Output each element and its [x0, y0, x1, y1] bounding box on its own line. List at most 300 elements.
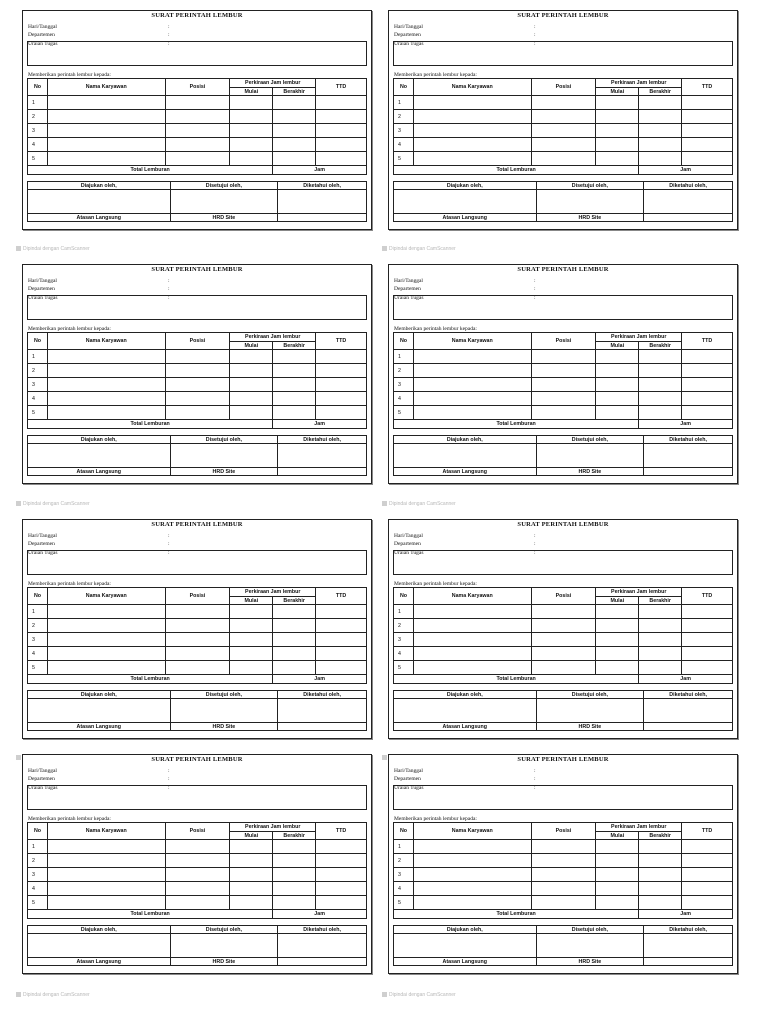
- table-row: [28, 364, 367, 378]
- field-label-uraian-tugas: Uraian Tugas: [394, 785, 424, 791]
- field-label-uraian-tugas: Uraian Tugas: [394, 41, 424, 47]
- row-number: 2: [28, 854, 48, 868]
- header-nama-karyawan: Nama Karyawan: [413, 588, 531, 605]
- employee-table: [27, 587, 367, 684]
- form-title: SURAT PERINTAH LEMBUR: [151, 12, 243, 19]
- total-label: Total Lemburan: [394, 420, 639, 429]
- header-no: No: [394, 588, 414, 605]
- signature-space: [278, 214, 367, 222]
- field-label-uraian-tugas: Uraian Tugas: [28, 785, 58, 791]
- field-label-departemen: Departemen: [28, 541, 55, 547]
- header-mulai: Mulai: [596, 88, 639, 96]
- field-label-uraian-tugas: Uraian Tugas: [28, 41, 58, 47]
- intro-text: Memberikan perintah lembur kepada:: [28, 581, 111, 587]
- field-label-hari-tanggal: Hari/Tanggal: [394, 533, 423, 539]
- row-number: 5: [28, 896, 48, 910]
- intro-text: Memberikan perintah lembur kepada:: [394, 326, 477, 332]
- camscanner-logo-icon: [16, 246, 21, 251]
- signature-table: [27, 925, 367, 966]
- row-number: 1: [28, 605, 48, 619]
- field-label-departemen: Departemen: [394, 776, 421, 782]
- intro-text: Memberikan perintah lembur kepada:: [394, 72, 477, 78]
- field-colon: :: [168, 286, 170, 292]
- disetujui-oleh-label: Disetujui oleh,: [170, 182, 278, 190]
- field-colon: :: [168, 24, 170, 30]
- total-row: [394, 910, 733, 919]
- total-unit: Jam: [273, 166, 367, 175]
- row-number: 3: [28, 124, 48, 138]
- camscanner-watermark: [16, 501, 90, 507]
- row-number: 4: [394, 392, 414, 406]
- diketahui-oleh-label: Diketahui oleh,: [644, 182, 733, 190]
- field-label-hari-tanggal: Hari/Tanggal: [28, 278, 57, 284]
- total-unit: Jam: [639, 420, 733, 429]
- header-no: No: [28, 79, 48, 96]
- table-row: [394, 110, 733, 124]
- table-row: [28, 110, 367, 124]
- total-label: Total Lemburan: [394, 910, 639, 919]
- row-number: 2: [394, 854, 414, 868]
- signature-space: [278, 444, 367, 468]
- table-row: [394, 868, 733, 882]
- overtime-form: [22, 519, 372, 739]
- uraian-tugas-box: [393, 41, 733, 66]
- hrd-site-label: HRD Site: [536, 468, 644, 476]
- form-title: SURAT PERINTAH LEMBUR: [151, 756, 243, 763]
- total-row: [394, 166, 733, 175]
- employee-table: [27, 78, 367, 175]
- table-row: [394, 661, 733, 675]
- row-number: 4: [28, 392, 48, 406]
- atasan-langsung-label: Atasan Langsung: [28, 214, 171, 222]
- table-row: [394, 896, 733, 910]
- overtime-form: [388, 264, 738, 484]
- header-berakhir: Berakhir: [639, 342, 682, 350]
- diketahui-oleh-label: Diketahui oleh,: [644, 436, 733, 444]
- field-label-hari-tanggal: Hari/Tanggal: [394, 768, 423, 774]
- camscanner-watermark: [16, 246, 90, 252]
- signature-space: [394, 934, 537, 958]
- hrd-site-label: HRD Site: [170, 958, 278, 966]
- table-row: [28, 868, 367, 882]
- field-label-hari-tanggal: Hari/Tanggal: [28, 768, 57, 774]
- field-label-uraian-tugas: Uraian Tugas: [28, 550, 58, 556]
- table-row: [394, 605, 733, 619]
- signature-space: [644, 699, 733, 723]
- camscanner-watermark: [382, 246, 456, 252]
- diketahui-oleh-label: Diketahui oleh,: [644, 691, 733, 699]
- employee-table: [27, 822, 367, 919]
- signature-space: [644, 444, 733, 468]
- total-label: Total Lemburan: [28, 910, 273, 919]
- uraian-tugas-box: [393, 295, 733, 320]
- header-perkiraan-jam: Perkiraan Jam lembur: [596, 79, 682, 88]
- header-ttd: TTD: [682, 588, 733, 605]
- field-colon: :: [534, 32, 536, 38]
- hrd-site-label: HRD Site: [170, 468, 278, 476]
- uraian-tugas-box: [27, 785, 367, 810]
- hrd-site-label: HRD Site: [536, 958, 644, 966]
- atasan-langsung-label: Atasan Langsung: [394, 958, 537, 966]
- diketahui-oleh-label: Diketahui oleh,: [278, 182, 367, 190]
- form-title: SURAT PERINTAH LEMBUR: [151, 521, 243, 528]
- overtime-form: [388, 519, 738, 739]
- atasan-langsung-label: Atasan Langsung: [394, 468, 537, 476]
- field-colon: :: [168, 541, 170, 547]
- camscanner-logo-icon: [16, 755, 21, 760]
- diketahui-oleh-label: Diketahui oleh,: [278, 926, 367, 934]
- header-posisi: Posisi: [531, 79, 596, 96]
- header-berakhir: Berakhir: [639, 597, 682, 605]
- camscanner-watermark: [16, 992, 90, 998]
- intro-text: Memberikan perintah lembur kepada:: [28, 326, 111, 332]
- row-number: 2: [394, 110, 414, 124]
- total-label: Total Lemburan: [28, 420, 273, 429]
- table-row: [28, 392, 367, 406]
- field-colon: :: [534, 286, 536, 292]
- row-number: 3: [394, 868, 414, 882]
- disetujui-oleh-label: Disetujui oleh,: [536, 926, 644, 934]
- total-row: [28, 166, 367, 175]
- signature-space: [536, 190, 644, 214]
- table-row: [394, 406, 733, 420]
- header-ttd: TTD: [682, 333, 733, 350]
- total-unit: Jam: [639, 910, 733, 919]
- header-nama-karyawan: Nama Karyawan: [47, 823, 165, 840]
- header-perkiraan-jam: Perkiraan Jam lembur: [596, 823, 682, 832]
- signature-space: [278, 723, 367, 731]
- row-number: 5: [394, 406, 414, 420]
- field-label-hari-tanggal: Hari/Tanggal: [28, 24, 57, 30]
- row-number: 3: [394, 633, 414, 647]
- signature-space: [536, 444, 644, 468]
- header-posisi: Posisi: [165, 333, 230, 350]
- watermark-text: Dipindai dengan CamScanner: [23, 992, 90, 998]
- signature-space: [28, 699, 171, 723]
- field-colon: :: [534, 41, 536, 47]
- total-label: Total Lemburan: [394, 166, 639, 175]
- total-unit: Jam: [273, 675, 367, 684]
- header-perkiraan-jam: Perkiraan Jam lembur: [596, 333, 682, 342]
- field-colon: :: [534, 278, 536, 284]
- total-unit: Jam: [639, 675, 733, 684]
- header-berakhir: Berakhir: [273, 597, 316, 605]
- employee-table: [393, 78, 733, 175]
- field-colon: :: [534, 550, 536, 556]
- row-number: 5: [394, 896, 414, 910]
- table-row: [28, 647, 367, 661]
- field-label-uraian-tugas: Uraian Tugas: [394, 550, 424, 556]
- row-number: 1: [394, 350, 414, 364]
- uraian-tugas-box: [393, 785, 733, 810]
- header-berakhir: Berakhir: [639, 88, 682, 96]
- diajukan-oleh-label: Diajukan oleh,: [28, 182, 171, 190]
- row-number: 1: [394, 96, 414, 110]
- field-label-uraian-tugas: Uraian Tugas: [28, 295, 58, 301]
- signature-space: [278, 934, 367, 958]
- row-number: 1: [28, 840, 48, 854]
- overtime-form: [22, 10, 372, 230]
- field-colon: :: [168, 32, 170, 38]
- row-number: 2: [28, 364, 48, 378]
- signature-space: [394, 699, 537, 723]
- disetujui-oleh-label: Disetujui oleh,: [170, 691, 278, 699]
- row-number: 4: [394, 882, 414, 896]
- signature-space: [170, 190, 278, 214]
- header-ttd: TTD: [316, 588, 367, 605]
- diajukan-oleh-label: Diajukan oleh,: [394, 926, 537, 934]
- diketahui-oleh-label: Diketahui oleh,: [278, 691, 367, 699]
- hrd-site-label: HRD Site: [536, 214, 644, 222]
- header-nama-karyawan: Nama Karyawan: [47, 333, 165, 350]
- header-perkiraan-jam: Perkiraan Jam lembur: [230, 588, 316, 597]
- signature-space: [394, 190, 537, 214]
- camscanner-logo-icon: [382, 501, 387, 506]
- row-number: 5: [28, 406, 48, 420]
- signature-table: [27, 690, 367, 731]
- field-label-hari-tanggal: Hari/Tanggal: [394, 278, 423, 284]
- signature-space: [644, 723, 733, 731]
- row-number: 1: [28, 350, 48, 364]
- field-colon: :: [168, 550, 170, 556]
- header-ttd: TTD: [316, 79, 367, 96]
- camscanner-logo-icon: [16, 992, 21, 997]
- signature-space: [28, 190, 171, 214]
- signature-space: [278, 190, 367, 214]
- uraian-tugas-box: [27, 41, 367, 66]
- header-no: No: [394, 823, 414, 840]
- disetujui-oleh-label: Disetujui oleh,: [170, 436, 278, 444]
- field-colon: :: [168, 785, 170, 791]
- signature-table: [27, 181, 367, 222]
- intro-text: Memberikan perintah lembur kepada:: [394, 816, 477, 822]
- header-berakhir: Berakhir: [273, 88, 316, 96]
- field-colon: :: [168, 295, 170, 301]
- field-colon: :: [168, 533, 170, 539]
- diketahui-oleh-label: Diketahui oleh,: [278, 436, 367, 444]
- table-row: [28, 896, 367, 910]
- header-nama-karyawan: Nama Karyawan: [413, 333, 531, 350]
- row-number: 5: [28, 661, 48, 675]
- signature-space: [644, 468, 733, 476]
- atasan-langsung-label: Atasan Langsung: [28, 958, 171, 966]
- table-row: [394, 392, 733, 406]
- row-number: 2: [28, 619, 48, 633]
- total-unit: Jam: [639, 166, 733, 175]
- field-label-hari-tanggal: Hari/Tanggal: [394, 24, 423, 30]
- table-row: [394, 854, 733, 868]
- signature-space: [644, 190, 733, 214]
- diajukan-oleh-label: Diajukan oleh,: [394, 691, 537, 699]
- header-berakhir: Berakhir: [273, 342, 316, 350]
- header-ttd: TTD: [316, 823, 367, 840]
- row-number: 1: [394, 840, 414, 854]
- header-berakhir: Berakhir: [273, 832, 316, 840]
- row-number: 2: [394, 364, 414, 378]
- header-ttd: TTD: [316, 333, 367, 350]
- signature-space: [170, 444, 278, 468]
- header-mulai: Mulai: [230, 342, 273, 350]
- header-perkiraan-jam: Perkiraan Jam lembur: [230, 79, 316, 88]
- field-colon: :: [534, 768, 536, 774]
- signature-space: [28, 444, 171, 468]
- field-label-departemen: Departemen: [28, 286, 55, 292]
- row-number: 5: [28, 152, 48, 166]
- header-mulai: Mulai: [230, 597, 273, 605]
- atasan-langsung-label: Atasan Langsung: [28, 723, 171, 731]
- row-number: 3: [28, 378, 48, 392]
- total-row: [28, 420, 367, 429]
- row-number: 4: [28, 882, 48, 896]
- signature-table: [393, 181, 733, 222]
- diajukan-oleh-label: Diajukan oleh,: [394, 436, 537, 444]
- table-row: [28, 138, 367, 152]
- table-row: [28, 124, 367, 138]
- row-number: 3: [394, 378, 414, 392]
- row-number: 3: [394, 124, 414, 138]
- overtime-form: [388, 754, 738, 974]
- header-nama-karyawan: Nama Karyawan: [413, 823, 531, 840]
- header-mulai: Mulai: [230, 88, 273, 96]
- uraian-tugas-box: [27, 295, 367, 320]
- camscanner-watermark: [382, 992, 456, 998]
- overtime-form: [22, 264, 372, 484]
- table-row: [28, 633, 367, 647]
- diajukan-oleh-label: Diajukan oleh,: [394, 182, 537, 190]
- disetujui-oleh-label: Disetujui oleh,: [170, 926, 278, 934]
- row-number: 1: [28, 96, 48, 110]
- signature-table: [393, 925, 733, 966]
- header-berakhir: Berakhir: [639, 832, 682, 840]
- row-number: 2: [28, 110, 48, 124]
- table-row: [394, 840, 733, 854]
- field-label-uraian-tugas: Uraian Tugas: [394, 295, 424, 301]
- header-mulai: Mulai: [596, 342, 639, 350]
- total-row: [394, 420, 733, 429]
- camscanner-logo-icon: [382, 992, 387, 997]
- form-title: SURAT PERINTAH LEMBUR: [517, 12, 609, 19]
- disetujui-oleh-label: Disetujui oleh,: [536, 436, 644, 444]
- table-row: [394, 96, 733, 110]
- header-no: No: [394, 79, 414, 96]
- table-row: [394, 138, 733, 152]
- table-row: [28, 605, 367, 619]
- total-label: Total Lemburan: [394, 675, 639, 684]
- header-nama-karyawan: Nama Karyawan: [413, 79, 531, 96]
- field-colon: :: [168, 278, 170, 284]
- signature-space: [394, 444, 537, 468]
- table-row: [394, 619, 733, 633]
- diajukan-oleh-label: Diajukan oleh,: [28, 436, 171, 444]
- header-ttd: TTD: [682, 79, 733, 96]
- signature-table: [393, 435, 733, 476]
- field-colon: :: [168, 776, 170, 782]
- atasan-langsung-label: Atasan Langsung: [28, 468, 171, 476]
- signature-space: [278, 468, 367, 476]
- header-perkiraan-jam: Perkiraan Jam lembur: [230, 333, 316, 342]
- camscanner-logo-icon: [382, 246, 387, 251]
- row-number: 4: [394, 647, 414, 661]
- row-number: 3: [28, 868, 48, 882]
- field-label-hari-tanggal: Hari/Tanggal: [28, 533, 57, 539]
- field-colon: :: [534, 533, 536, 539]
- header-mulai: Mulai: [596, 597, 639, 605]
- intro-text: Memberikan perintah lembur kepada:: [394, 581, 477, 587]
- header-posisi: Posisi: [531, 333, 596, 350]
- uraian-tugas-box: [27, 550, 367, 575]
- row-number: 1: [394, 605, 414, 619]
- disetujui-oleh-label: Disetujui oleh,: [536, 182, 644, 190]
- signature-space: [536, 699, 644, 723]
- field-label-departemen: Departemen: [394, 286, 421, 292]
- field-colon: :: [534, 785, 536, 791]
- table-row: [28, 406, 367, 420]
- table-row: [28, 96, 367, 110]
- camscanner-logo-icon: [382, 755, 387, 760]
- overtime-form: [388, 10, 738, 230]
- table-row: [394, 882, 733, 896]
- header-ttd: TTD: [682, 823, 733, 840]
- table-row: [28, 152, 367, 166]
- watermark-text: Dipindai dengan CamScanner: [389, 992, 456, 998]
- table-row: [28, 378, 367, 392]
- intro-text: Memberikan perintah lembur kepada:: [28, 816, 111, 822]
- total-row: [28, 675, 367, 684]
- camscanner-logo-icon: [16, 501, 21, 506]
- camscanner-watermark: [382, 501, 456, 507]
- total-row: [28, 910, 367, 919]
- atasan-langsung-label: Atasan Langsung: [394, 214, 537, 222]
- row-number: 4: [28, 647, 48, 661]
- table-row: [394, 364, 733, 378]
- form-title: SURAT PERINTAH LEMBUR: [151, 266, 243, 273]
- signature-space: [644, 958, 733, 966]
- field-colon: :: [534, 295, 536, 301]
- disetujui-oleh-label: Disetujui oleh,: [536, 691, 644, 699]
- header-posisi: Posisi: [165, 79, 230, 96]
- signature-table: [393, 690, 733, 731]
- header-perkiraan-jam: Perkiraan Jam lembur: [596, 588, 682, 597]
- signature-space: [28, 934, 171, 958]
- total-label: Total Lemburan: [28, 675, 273, 684]
- field-label-departemen: Departemen: [394, 541, 421, 547]
- table-row: [28, 661, 367, 675]
- watermark-text: Dipindai dengan CamScanner: [389, 501, 456, 507]
- total-unit: Jam: [273, 910, 367, 919]
- table-row: [28, 882, 367, 896]
- row-number: 4: [394, 138, 414, 152]
- header-mulai: Mulai: [230, 832, 273, 840]
- signature-space: [278, 699, 367, 723]
- header-mulai: Mulai: [596, 832, 639, 840]
- atasan-langsung-label: Atasan Langsung: [394, 723, 537, 731]
- total-unit: Jam: [273, 420, 367, 429]
- row-number: 5: [394, 152, 414, 166]
- watermark-text: Dipindai dengan CamScanner: [23, 246, 90, 252]
- table-row: [394, 633, 733, 647]
- row-number: 4: [28, 138, 48, 152]
- field-label-departemen: Departemen: [28, 32, 55, 38]
- form-title: SURAT PERINTAH LEMBUR: [517, 756, 609, 763]
- header-posisi: Posisi: [531, 588, 596, 605]
- overtime-form: [22, 754, 372, 974]
- signature-space: [536, 934, 644, 958]
- hrd-site-label: HRD Site: [536, 723, 644, 731]
- table-row: [394, 152, 733, 166]
- form-title: SURAT PERINTAH LEMBUR: [517, 521, 609, 528]
- header-perkiraan-jam: Perkiraan Jam lembur: [230, 823, 316, 832]
- employee-table: [27, 332, 367, 429]
